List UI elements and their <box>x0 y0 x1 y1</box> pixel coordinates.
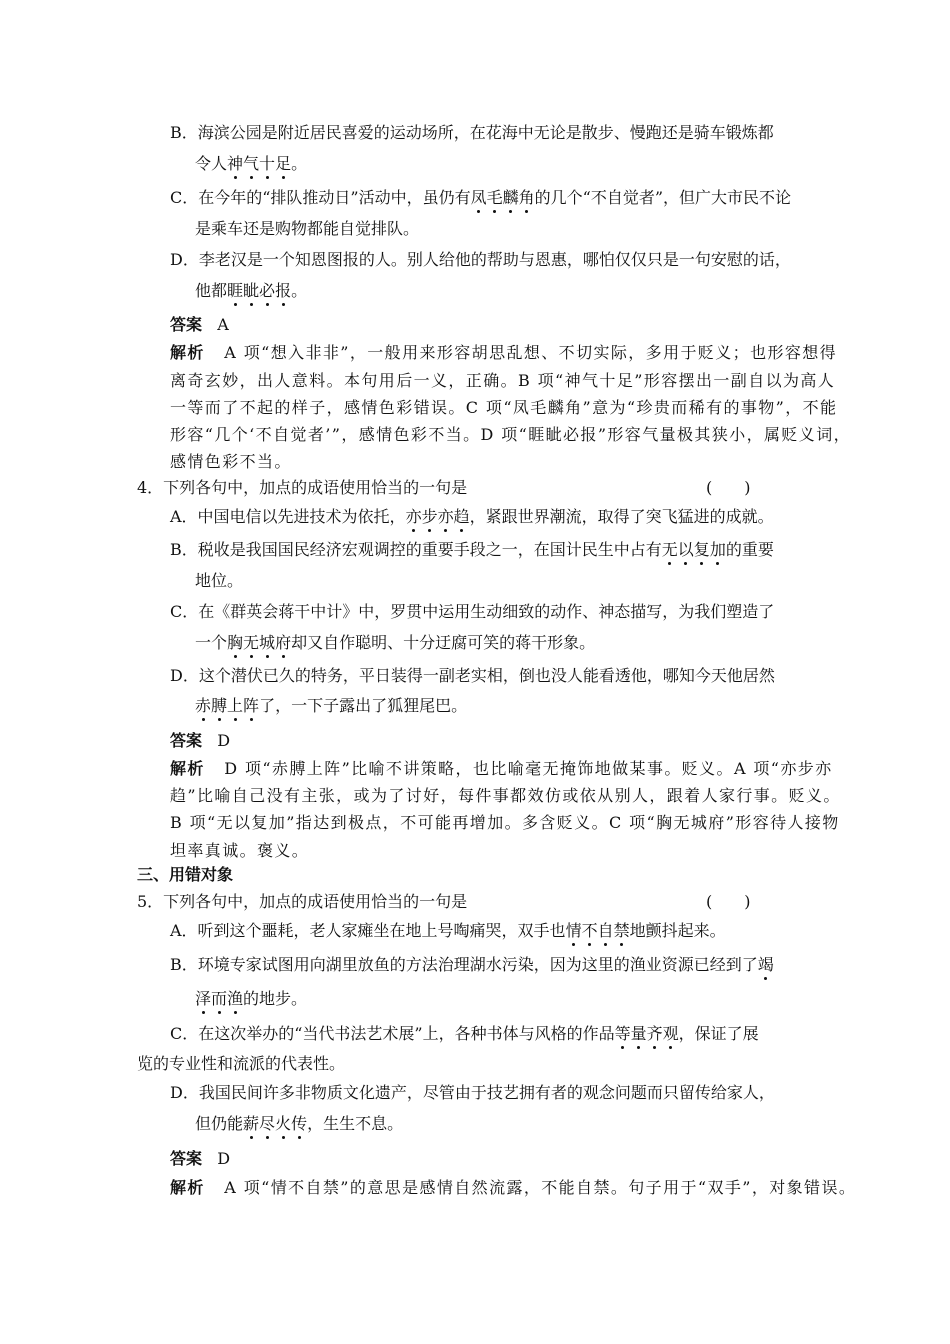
dotted-char: 足 <box>275 154 292 173</box>
q5-option-b-line1 <box>170 954 774 976</box>
q4-option-c-line2 <box>195 632 595 654</box>
analysis-label: 解析 <box>170 343 205 362</box>
answer-label: 答案 <box>170 315 203 334</box>
dotted-char: 不 <box>581 921 598 940</box>
text-span: 的重要 <box>725 540 774 559</box>
text-span: ，紧跟世界潮流，取得了突飞猛进的成就。 <box>469 507 774 526</box>
q3-option-b-line1 <box>170 122 774 144</box>
dotted-char: 阵 <box>243 696 260 715</box>
q4-analysis-line3 <box>170 812 840 834</box>
q5-answer-blank <box>706 891 751 913</box>
q5-option-a <box>170 920 726 942</box>
question-stem: 4．下列各句中，加点的成语使用恰当的一句是 <box>137 478 468 497</box>
text-span: 令人 <box>195 154 228 173</box>
dotted-char: 尽 <box>259 1114 276 1133</box>
dotted-char: 睚 <box>227 281 244 300</box>
dotted-char: 以 <box>677 540 694 559</box>
analysis-text: 离奇玄妙，出人意料。本句用后一义，正确。B 项“神气十足”形容摆出一副自以为高人 <box>170 371 836 390</box>
dotted-char: 无 <box>661 540 678 559</box>
dotted-char: 无 <box>243 633 260 652</box>
text-span: 。 <box>291 154 308 173</box>
q4-option-b-line2 <box>195 570 243 592</box>
analysis-text: B 项“无以复加”指达到极点，不可能再增加。多含贬义。C 项“胸无城府”形容待人接物 <box>170 813 840 832</box>
dotted-char: 而 <box>211 989 228 1008</box>
dotted-char: 复 <box>693 540 710 559</box>
dotted-char: 趋 <box>453 507 470 526</box>
q4-option-b-line1 <box>170 539 774 561</box>
analysis-text: 一等而了不起的样子，感情色彩错误。C 项“凤毛麟角”意为“珍贵而稀有的事物”，不能 <box>170 398 838 417</box>
dotted-char: 赤 <box>195 696 212 715</box>
q5-option-d-line1 <box>170 1082 775 1104</box>
text-span: ，生生不息。 <box>307 1114 404 1133</box>
text-span: 但仍能 <box>195 1114 244 1133</box>
text-span: C．在这次举办的“当代书法艺术展”上，各种书体与风格的作品 <box>170 1024 615 1043</box>
question-stem: 5．下列各句中，加点的成语使用恰当的一句是 <box>137 892 468 911</box>
text-span: C．在今年的“排队推动日”活动中，虽仍有 <box>170 188 471 207</box>
dotted-char: 观 <box>662 1024 679 1043</box>
analysis-label: 解析 <box>170 759 205 778</box>
dotted-char: 传 <box>291 1114 308 1133</box>
q3-option-d-line2 <box>195 280 307 302</box>
text-span: 是乘车还是购物都能自觉排队。 <box>195 219 420 238</box>
text-span: 。 <box>291 281 308 300</box>
analysis-label: 解析 <box>170 1178 205 1197</box>
analysis-text: D 项“赤膊上阵”比喻不讲策略，也比喻毫无掩饰地做某事。贬义。A 项“亦步亦 <box>224 759 833 778</box>
answer-value: A <box>217 315 229 334</box>
q3-option-c-line2 <box>195 218 419 240</box>
q3-analysis-line5 <box>170 451 292 473</box>
q4-analysis-line2 <box>170 785 841 807</box>
text-span: B．环境专家试图用向湖里放鱼的方法治理湖水污染，因为这里的渔业资源已经到了 <box>170 955 758 974</box>
text-span: A．中国电信以先进技术为依托， <box>170 507 406 526</box>
text-span: A．听到这个噩耗，老人家瘫坐在地上号啕痛哭，双手也 <box>170 921 566 940</box>
q4-stem <box>137 477 467 499</box>
text-span: 一个 <box>195 633 228 652</box>
dotted-char: 自 <box>597 921 614 940</box>
q3-analysis-line2 <box>170 370 835 392</box>
answer-value: D <box>217 1149 231 1168</box>
text-span: 的地步。 <box>243 989 308 1008</box>
q3-option-b-line2 <box>195 153 307 175</box>
text-span: B．税收是我国国民经济宏观调控的重要手段之一，在国计民生中占有 <box>170 540 662 559</box>
dotted-char: 上 <box>227 696 244 715</box>
text-span: 地位。 <box>195 571 244 590</box>
q3-analysis-line3 <box>170 397 837 419</box>
q3-option-d-line1 <box>170 249 791 271</box>
q4-option-d-line1 <box>170 665 775 687</box>
dotted-char: 必 <box>259 281 276 300</box>
q4-analysis-line4 <box>170 840 309 862</box>
dotted-char: 步 <box>421 507 438 526</box>
dotted-char: 报 <box>275 281 292 300</box>
q4-option-c-line1 <box>170 601 774 623</box>
q4-answer-blank <box>706 477 751 499</box>
dotted-char: 神 <box>227 154 244 173</box>
q3-option-b-text: B．海滨公园是附近居民喜爱的运动场所，在花海中无论是散步、慢跑还是骑车锻炼都 <box>170 123 774 142</box>
q5-option-c-line2 <box>137 1053 345 1075</box>
dotted-char: 量 <box>630 1024 647 1043</box>
analysis-text: 趋”比喻自己没有主张，或为了讨好，每件事都效仿或依从别人，跟着人家行事。贬义。 <box>170 786 841 805</box>
dotted-char: 胸 <box>227 633 244 652</box>
text-span: ，保证了展 <box>678 1024 759 1043</box>
q3-analysis-line4 <box>170 424 851 446</box>
dotted-char: 泽 <box>195 989 212 1008</box>
analysis-text: A 项“想入非非”，一般用来形容胡思乱想、不切实际，多用于贬义；也形容想得 <box>224 343 838 362</box>
analysis-text: 感情色彩不当。 <box>170 452 292 471</box>
dotted-char: 竭 <box>757 955 774 974</box>
answer-paren: ( ) <box>706 478 751 497</box>
answer-paren: ( ) <box>706 892 751 911</box>
q5-option-d-line2 <box>195 1113 403 1135</box>
analysis-text: 形容“几个‘不自觉者’”，感情色彩不当。D 项“睚眦必报”形容气量极其狭小，属贬义词， <box>170 425 852 444</box>
dotted-char: 薪 <box>243 1114 260 1133</box>
dotted-char: 禁 <box>613 921 630 940</box>
q5-option-b-line2 <box>195 988 307 1010</box>
q5-stem <box>137 891 467 913</box>
answer-value: D <box>217 731 231 750</box>
q4-answer <box>170 730 230 752</box>
dotted-char: 情 <box>565 921 582 940</box>
q3-analysis-line1 <box>170 342 837 364</box>
analysis-text: 坦率真诚。褒义。 <box>170 841 310 860</box>
analysis-text: A 项“情不自禁”的意思是感情自然流露，不能自禁。句子用于“双手”，对象错误。 <box>224 1178 857 1197</box>
answer-label: 答案 <box>170 731 203 750</box>
q4-option-a <box>170 506 774 528</box>
dotted-char: 府 <box>275 633 292 652</box>
dotted-char: 渔 <box>227 989 244 1008</box>
text-span: 览的专业性和流派的代表性。 <box>137 1054 346 1073</box>
answer-label: 答案 <box>170 1149 203 1168</box>
dotted-char: 加 <box>709 540 726 559</box>
dotted-char: 齐 <box>646 1024 663 1043</box>
dotted-char: 角 <box>518 188 535 207</box>
text-span: C．在《群英会蒋干中计》中，罗贯中运用生动细致的动作、神态描写，为我们塑造了 <box>170 602 775 621</box>
q5-answer <box>170 1148 230 1170</box>
q3-option-c-line1 <box>170 187 791 209</box>
text-span: 却又自作聪明、十分迂腐可笑的蒋干形象。 <box>291 633 596 652</box>
dotted-char: 毛 <box>486 188 503 207</box>
q4-analysis-line1 <box>170 758 833 780</box>
dotted-char: 等 <box>614 1024 631 1043</box>
dotted-char: 城 <box>259 633 276 652</box>
text-span: 的几个“不自觉者”，但广大市民不论 <box>534 188 792 207</box>
text-span: 他都 <box>195 281 228 300</box>
dotted-char: 气 <box>243 154 260 173</box>
text-span: 了，一下子露出了狐狸尾巴。 <box>259 696 468 715</box>
dotted-char: 麟 <box>502 188 519 207</box>
text-span: D．我国民间许多非物质文化遗产，尽管由于技艺拥有者的观念问题而只留传给家人， <box>170 1083 775 1102</box>
text-span: 地颤抖起来。 <box>629 921 726 940</box>
section-heading <box>137 864 233 886</box>
dotted-char: 亦 <box>405 507 422 526</box>
text-span: D．李老汉是一个知恩图报的人。别人给他的帮助与恩惠，哪怕仅仅只是一句安慰的话， <box>170 250 791 269</box>
dotted-char: 膊 <box>211 696 228 715</box>
section-title: 三、用错对象 <box>137 865 234 884</box>
q4-option-d-line2 <box>195 695 467 717</box>
q3-answer <box>170 314 229 336</box>
dotted-char: 十 <box>259 154 276 173</box>
q5-analysis-line1 <box>170 1177 856 1199</box>
text-span: D．这个潜伏已久的特务，平日装得一副老实相，倒也没人能看透他，哪知今天他居然 <box>170 666 775 685</box>
dotted-char: 亦 <box>437 507 454 526</box>
dotted-char: 凤 <box>470 188 487 207</box>
dotted-char: 眦 <box>243 281 260 300</box>
dotted-char: 火 <box>275 1114 292 1133</box>
q5-option-c-line1 <box>170 1023 759 1045</box>
